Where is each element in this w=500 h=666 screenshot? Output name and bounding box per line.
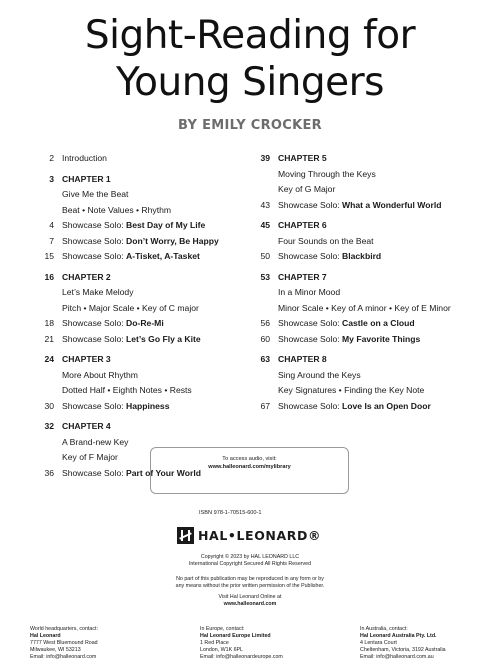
toc-page-number: 63 <box>260 354 270 364</box>
toc-entry-text: Four Sounds on the Beat <box>278 235 374 246</box>
contact-address-1: 1 Red Place <box>200 640 229 646</box>
toc-page-number: 67 <box>260 400 270 411</box>
toc-entry-text <box>62 234 219 250</box>
toc-entry <box>256 167 496 183</box>
toc-entry <box>40 316 255 332</box>
toc-page-number: 2 <box>49 153 54 163</box>
author-byline: BY EMILY CROCKER <box>178 118 322 133</box>
toc-entry-text: CHAPTER 4 <box>62 421 111 431</box>
toc-entry <box>256 368 496 384</box>
toc-entry-text: More About Rhythm <box>62 369 138 380</box>
audio-access-text: To access audio, visit: <box>222 456 277 462</box>
contact-address-1: 7777 West Bluemound Road <box>30 640 98 646</box>
contact-address-1: 4 Lentara Court <box>360 640 397 646</box>
toc-entry-text: CHAPTER 2 <box>62 271 111 282</box>
toc-entry <box>40 187 255 203</box>
song-title: A-Tisket, A-Tasket <box>126 251 200 261</box>
toc-entry-text: Moving Through the Keys <box>278 168 376 179</box>
contact-address-2: Cheltenham, Victoria, 3192 Australia <box>360 647 446 653</box>
copyright-line-2: International Copyright Secured All Rights Reserved <box>188 561 312 567</box>
toc-page-number: 53 <box>260 271 270 282</box>
contact-email[interactable]: Email: info@halleonard.com <box>30 654 97 660</box>
toc-entry <box>256 234 496 250</box>
toc-right-column <box>256 151 496 414</box>
toc-entry-text <box>278 198 441 214</box>
contact-email[interactable]: Email: info@halleonard.com.au <box>360 654 434 660</box>
toc-entry <box>256 316 496 332</box>
toc-entry-text: CHAPTER 7 <box>278 271 327 282</box>
showcase-solo-prefix: Showcase Solo: <box>278 199 343 210</box>
copyright-line-1: Copyright © 2023 by HAL LEONARD LLC <box>200 554 300 560</box>
showcase-solo-prefix: Showcase Solo: <box>62 400 127 411</box>
toc-chapter-heading <box>40 172 255 188</box>
book-title-line-2: Young Singers <box>115 60 384 105</box>
song-title: What a Wonderful World <box>342 199 442 210</box>
contact-address-2: Milwaukee, WI 53213 <box>30 647 81 653</box>
contact-name: Hal Leonard <box>30 633 61 639</box>
showcase-solo-prefix: Showcase Solo: <box>62 235 127 246</box>
rights-line-1: No part of this publication may be reproduced in any form or by <box>176 576 324 582</box>
visit-url[interactable]: www.halleonard.com <box>223 601 277 607</box>
toc-page-number: 43 <box>260 199 270 210</box>
toc-entry-text <box>278 332 420 348</box>
toc-entry-text: A Brand-new Key <box>62 436 129 447</box>
toc-entry <box>40 301 255 317</box>
toc-entry <box>40 332 255 348</box>
showcase-solo-prefix: Showcase Solo: <box>62 220 127 230</box>
toc-entry-text: Dotted Half • Eighth Notes • Rests <box>62 385 192 395</box>
isbn: ISBN 978-1-70515-600-1 <box>199 510 262 516</box>
toc-chapter-heading <box>256 218 496 234</box>
toc-entry <box>256 399 496 415</box>
toc-page-number: 60 <box>260 333 270 344</box>
toc-entry <box>40 383 255 399</box>
copyright-notice <box>0 554 500 568</box>
showcase-solo-prefix: Showcase Solo: <box>278 251 343 261</box>
song-title: Don’t Worry, Be Happy <box>126 235 219 246</box>
contact-address-2: London, W1K 6PL <box>200 647 243 653</box>
song-title: Let’s Go Fly a Kite <box>126 333 201 344</box>
visit-online <box>0 594 500 608</box>
toc-entry-text: Give Me the Beat <box>62 189 129 199</box>
toc-entry-text: Let’s Make Melody <box>62 287 134 297</box>
song-title: Do-Re-Mi <box>126 318 164 328</box>
toc-entry-text: Key Signatures • Finding the Key Note <box>278 385 425 395</box>
toc-left-column <box>40 151 255 481</box>
toc-entry <box>256 198 496 214</box>
showcase-solo-prefix: Showcase Solo: <box>62 333 127 344</box>
showcase-solo-prefix: Showcase Solo: <box>278 318 343 328</box>
toc-entry-text: CHAPTER 3 <box>62 354 111 364</box>
toc-entry <box>256 182 496 198</box>
toc-page-number: 15 <box>44 251 54 261</box>
showcase-solo-prefix: Showcase Solo: <box>62 467 127 478</box>
toc-chapter-heading <box>40 352 255 368</box>
toc-entry-text <box>62 332 201 348</box>
toc-entry-text <box>62 399 169 415</box>
toc-page-number: 4 <box>49 220 54 230</box>
toc-entry-text: Key of G Major <box>278 184 336 194</box>
toc-entry <box>40 249 255 265</box>
toc-page-number: 7 <box>49 235 54 246</box>
toc-entry-text <box>278 316 415 332</box>
toc-entry-text <box>62 249 200 265</box>
toc-entry-text: Sing Around the Keys <box>278 369 361 380</box>
toc-entry <box>256 301 496 317</box>
toc-entry <box>40 151 255 167</box>
toc-entry <box>40 234 255 250</box>
publisher-logo-text: HAL•LEONARD® <box>198 528 322 543</box>
toc-entry-text: CHAPTER 1 <box>62 173 111 184</box>
toc-entry-text: Beat • Note Values • Rhythm <box>62 204 172 215</box>
book-title-line-1: Sight-Reading for <box>84 13 416 58</box>
toc-page-number: 39 <box>260 153 270 163</box>
toc-chapter-heading <box>40 419 255 435</box>
toc-page-number: 30 <box>44 400 54 411</box>
showcase-solo-prefix: Showcase Solo: <box>62 318 127 328</box>
toc-chapter-heading <box>40 270 255 286</box>
toc-entry-text <box>278 399 431 415</box>
audio-access-url[interactable]: www.halleonard.com/mylibrary <box>208 464 291 470</box>
toc-entry-text <box>62 316 164 332</box>
toc-entry-text: Minor Scale • Key of A minor • Key of E Minor <box>278 302 451 313</box>
toc-entry <box>256 383 496 399</box>
toc-page-number: 18 <box>44 318 54 328</box>
toc-page-number: 36 <box>44 467 54 478</box>
toc-entry <box>40 399 255 415</box>
toc-entry <box>40 285 255 301</box>
song-title: Part of Your World <box>126 467 201 478</box>
contact-label: World headquarters, contact: <box>30 626 98 632</box>
audio-access-box <box>150 447 349 494</box>
song-title: Castle on a Cloud <box>342 318 415 328</box>
hal-leonard-logo-icon <box>177 527 194 544</box>
publisher-logo <box>177 527 327 545</box>
footer-contact-australia <box>360 626 446 661</box>
footer-contact-world <box>30 626 98 661</box>
contact-email[interactable]: Email: info@halleonardeurope.com <box>200 654 283 660</box>
showcase-solo-prefix: Showcase Solo: <box>278 333 343 344</box>
toc-entry-text: Introduction <box>62 153 107 163</box>
toc-page-number: 32 <box>44 421 54 431</box>
toc-page-number: 24 <box>44 354 54 364</box>
toc-entry-text: In a Minor Mood <box>278 287 341 297</box>
rights-notice <box>0 576 500 590</box>
toc-entry <box>40 218 255 234</box>
toc-page-number: 3 <box>49 173 54 184</box>
toc-page-number: 45 <box>260 220 270 230</box>
toc-entry-text: CHAPTER 5 <box>278 153 327 163</box>
song-title: Love Is an Open Door <box>342 400 431 411</box>
contact-name: Hal Leonard Australia Pty. Ltd. <box>360 633 437 639</box>
toc-page-number: 21 <box>44 333 54 344</box>
showcase-solo-prefix: Showcase Solo: <box>62 251 127 261</box>
visit-text: Visit Hal Leonard Online at <box>218 594 282 600</box>
toc-page-number: 16 <box>44 271 54 282</box>
song-title: Best Day of My Life <box>126 220 206 230</box>
contact-name: Hal Leonard Europe Limited <box>200 633 271 639</box>
toc-page-number: 56 <box>260 318 270 328</box>
toc-page-number: 50 <box>260 251 270 261</box>
toc-entry <box>256 249 496 265</box>
toc-chapter-heading <box>256 270 496 286</box>
toc-entry-text <box>278 249 381 265</box>
contact-label: In Australia, contact: <box>360 626 408 632</box>
toc-entry <box>40 203 255 219</box>
song-title: My Favorite Things <box>342 333 421 344</box>
toc-entry-text: Pitch • Major Scale • Key of C major <box>62 302 199 313</box>
toc-entry-text: CHAPTER 6 <box>278 220 327 230</box>
song-title: Blackbird <box>342 251 382 261</box>
toc-entry-text <box>62 218 205 234</box>
toc-entry <box>256 332 496 348</box>
rights-line-2: any means without the prior written permission of the Publisher. <box>175 583 325 589</box>
showcase-solo-prefix: Showcase Solo: <box>278 400 343 411</box>
toc-entry <box>40 368 255 384</box>
toc-chapter-heading <box>256 151 496 167</box>
song-title: Happiness <box>126 400 170 411</box>
toc-entry-text: CHAPTER 8 <box>278 354 327 364</box>
footer-contact-europe <box>200 626 283 661</box>
contact-label: In Europe, contact: <box>200 626 245 632</box>
toc-chapter-heading <box>256 352 496 368</box>
toc-entry <box>256 285 496 301</box>
toc-entry-text: Key of F Major <box>62 452 118 462</box>
